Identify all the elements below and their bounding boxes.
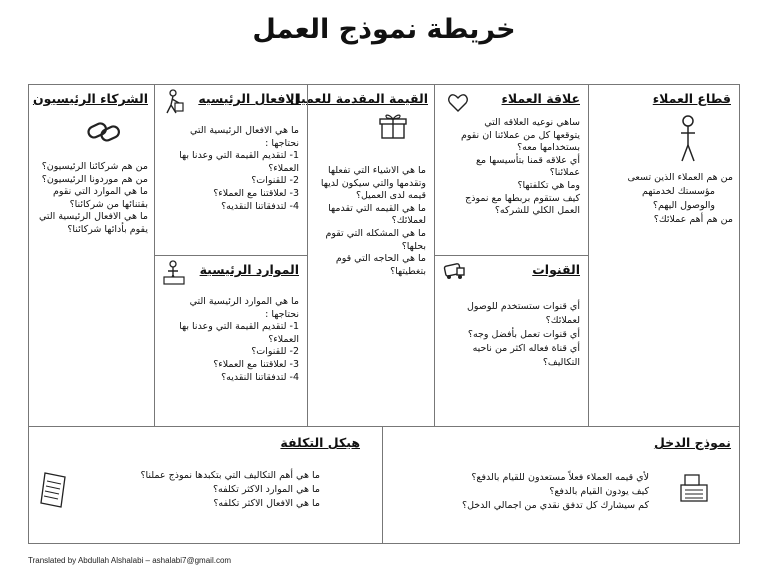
list-item: أي قنوات تعمل بأفضل وجه؟ xyxy=(467,329,580,340)
person-icon xyxy=(677,115,699,167)
list-item: والوصول اليهم؟ xyxy=(652,200,715,211)
customer-segments-text xyxy=(628,171,734,227)
list-item: ما هي الموارد الاكثر تكلفه؟ xyxy=(212,484,320,495)
customer-segments-block xyxy=(588,84,740,427)
key-resources-text xyxy=(179,296,299,384)
customer-segments-header: قطاع العملاء xyxy=(652,91,731,106)
list-item: ما هي الاشياء التي تفعلها xyxy=(327,165,426,176)
list-item: ما هي الافعال الرئيسية التي xyxy=(189,125,299,136)
cost-structure-block xyxy=(28,426,383,544)
list-item: العملاء؟ xyxy=(268,162,299,174)
value-propositions-block xyxy=(289,84,435,427)
list-item: 3- لعلاقتنا مع العملاء؟ xyxy=(213,187,299,199)
list-item: ما هي القيمه التي تقدمها xyxy=(328,202,426,214)
key-activities-text xyxy=(179,125,299,213)
list-item: 3- لعلاقتنا مع العملاء؟ xyxy=(213,358,299,370)
list-item: أي قناة فعاله اكثر من ناحيه xyxy=(472,343,580,354)
channels-block xyxy=(434,255,589,427)
list-item: 4- لتدفقاتنا النقديه؟ xyxy=(221,371,299,383)
list-item: أي قنوات ستستخدم للوصول xyxy=(466,301,580,312)
list-item: ما هي الافعال الاكثر تكلفه؟ xyxy=(213,498,320,509)
list-item: ما هي الحاجه التي قوم xyxy=(335,253,426,265)
key-partners-block xyxy=(28,84,155,427)
list-item: من هم أهم عملائك؟ xyxy=(653,214,733,225)
key-resources-block xyxy=(154,255,308,427)
list-item: من هم شركائنا الرئيسيون؟ xyxy=(41,161,148,172)
key-partners-text xyxy=(39,161,148,237)
list-item: بستخدامها معه؟ xyxy=(517,142,580,154)
list-item: ما هي الموارد التي نقوم xyxy=(53,186,148,198)
key-activities-block xyxy=(154,84,308,256)
list-item: 1- لتقديم القيمة التي وعدنا بها xyxy=(179,321,299,333)
key-partners-header: الشركاء الرئيسيون xyxy=(32,91,148,106)
key-resources-header: الموارد الرئيسية xyxy=(199,262,299,277)
revenue-streams-header: نموذج الدخل xyxy=(653,435,731,450)
gift-icon xyxy=(378,111,408,145)
heart-icon xyxy=(448,94,468,116)
list-item: 2- للقنوات؟ xyxy=(251,346,299,358)
footer-credit: Translated by Abdullah Alshalabi – ashalabi7@gmail.com xyxy=(28,556,232,565)
key-activities-header: الافعال الرئيسيه xyxy=(198,91,299,106)
list-item: أي علاقه قمنا بتأسيسها مع xyxy=(475,154,580,166)
customer-relationships-text xyxy=(461,117,580,218)
list-item: بحلها؟ xyxy=(401,240,426,252)
list-item: عملائنا؟ xyxy=(549,167,580,179)
list-item: يتوقعها كل من عملائنا ان نقوم xyxy=(460,129,580,141)
list-item: من هم موردونا الرئيسيون؟ xyxy=(41,173,148,185)
list-item: كيف ستقوم بربطها مع نموذج xyxy=(465,192,580,204)
customer-relationships-header: علاقة العملاء xyxy=(501,91,580,106)
list-item: نحتاجها : xyxy=(265,137,299,149)
customer-relationships-block xyxy=(434,84,589,256)
channels-header: القنوات xyxy=(532,262,580,277)
revenue-streams-block xyxy=(382,426,740,544)
list-item: لعملائك؟ xyxy=(545,315,580,326)
value-propositions-header: القيمة المقدمة للعميل xyxy=(289,91,428,106)
list-item: يقوم بأدائها شركائنا؟ xyxy=(67,223,148,235)
list-item: 2- للقنوات؟ xyxy=(251,175,299,187)
list-item: ما هي الموارد الرئيسية التي xyxy=(189,296,299,307)
list-item: لأي قيمه العملاء فعلاً مستعدون للقيام بالدفع؟ xyxy=(471,472,649,483)
list-item: بقتنائها من شركائنا؟ xyxy=(69,198,148,210)
cost-structure-header: هيكل التكلفة xyxy=(280,435,360,450)
list-item: مؤسستك لخدمتهم xyxy=(642,186,715,197)
list-item: لعملائك؟ xyxy=(391,215,426,227)
receipt-icon xyxy=(39,469,69,513)
revenue-streams-text xyxy=(462,471,649,513)
worker-icon xyxy=(161,89,185,119)
value-propositions-text xyxy=(321,165,426,278)
cash-register-icon xyxy=(677,471,711,509)
list-item: 1- لتقديم القيمة التي وعدنا بها xyxy=(179,150,299,162)
list-item: بتغطيتها؟ xyxy=(390,265,426,277)
channels-text xyxy=(467,300,580,370)
list-item: ساهي نوعيه العلاقه التي xyxy=(484,117,580,128)
list-item: العمل الكلي للشركه؟ xyxy=(494,205,580,217)
list-item: 4- لتدفقاتنا النقديه؟ xyxy=(221,200,299,212)
list-item: من هم العملاء الذين تسعى xyxy=(627,172,733,183)
list-item: وما هي تكلفتها؟ xyxy=(517,179,580,191)
chain-link-icon xyxy=(86,119,122,149)
list-item: ما هي الافعال الرئيسية التي xyxy=(38,211,148,223)
list-item: كم سيشارك كل تدفق نقدي من اجمالي الدخل؟ xyxy=(462,500,649,511)
truck-icon xyxy=(442,262,466,284)
list-item: نحتاجها : xyxy=(265,308,299,320)
factory-icon xyxy=(161,260,187,290)
list-item: العملاء؟ xyxy=(268,333,299,345)
list-item: كيف يودون القيام بالدفع؟ xyxy=(549,486,649,497)
page-title: خريطة نموذج العمل xyxy=(252,14,516,45)
list-item: وتقدمها والتي سيكون لديها xyxy=(320,177,426,189)
list-item: التكاليف؟ xyxy=(542,357,580,368)
list-item: ما هي أهم التكاليف التي بتكبدها نموذج عملنا؟ xyxy=(140,470,320,481)
list-item: قيمه لدى العميل؟ xyxy=(355,190,426,202)
list-item: ما هي المشكله التي تقوم xyxy=(325,227,426,239)
cost-structure-text xyxy=(140,469,320,511)
